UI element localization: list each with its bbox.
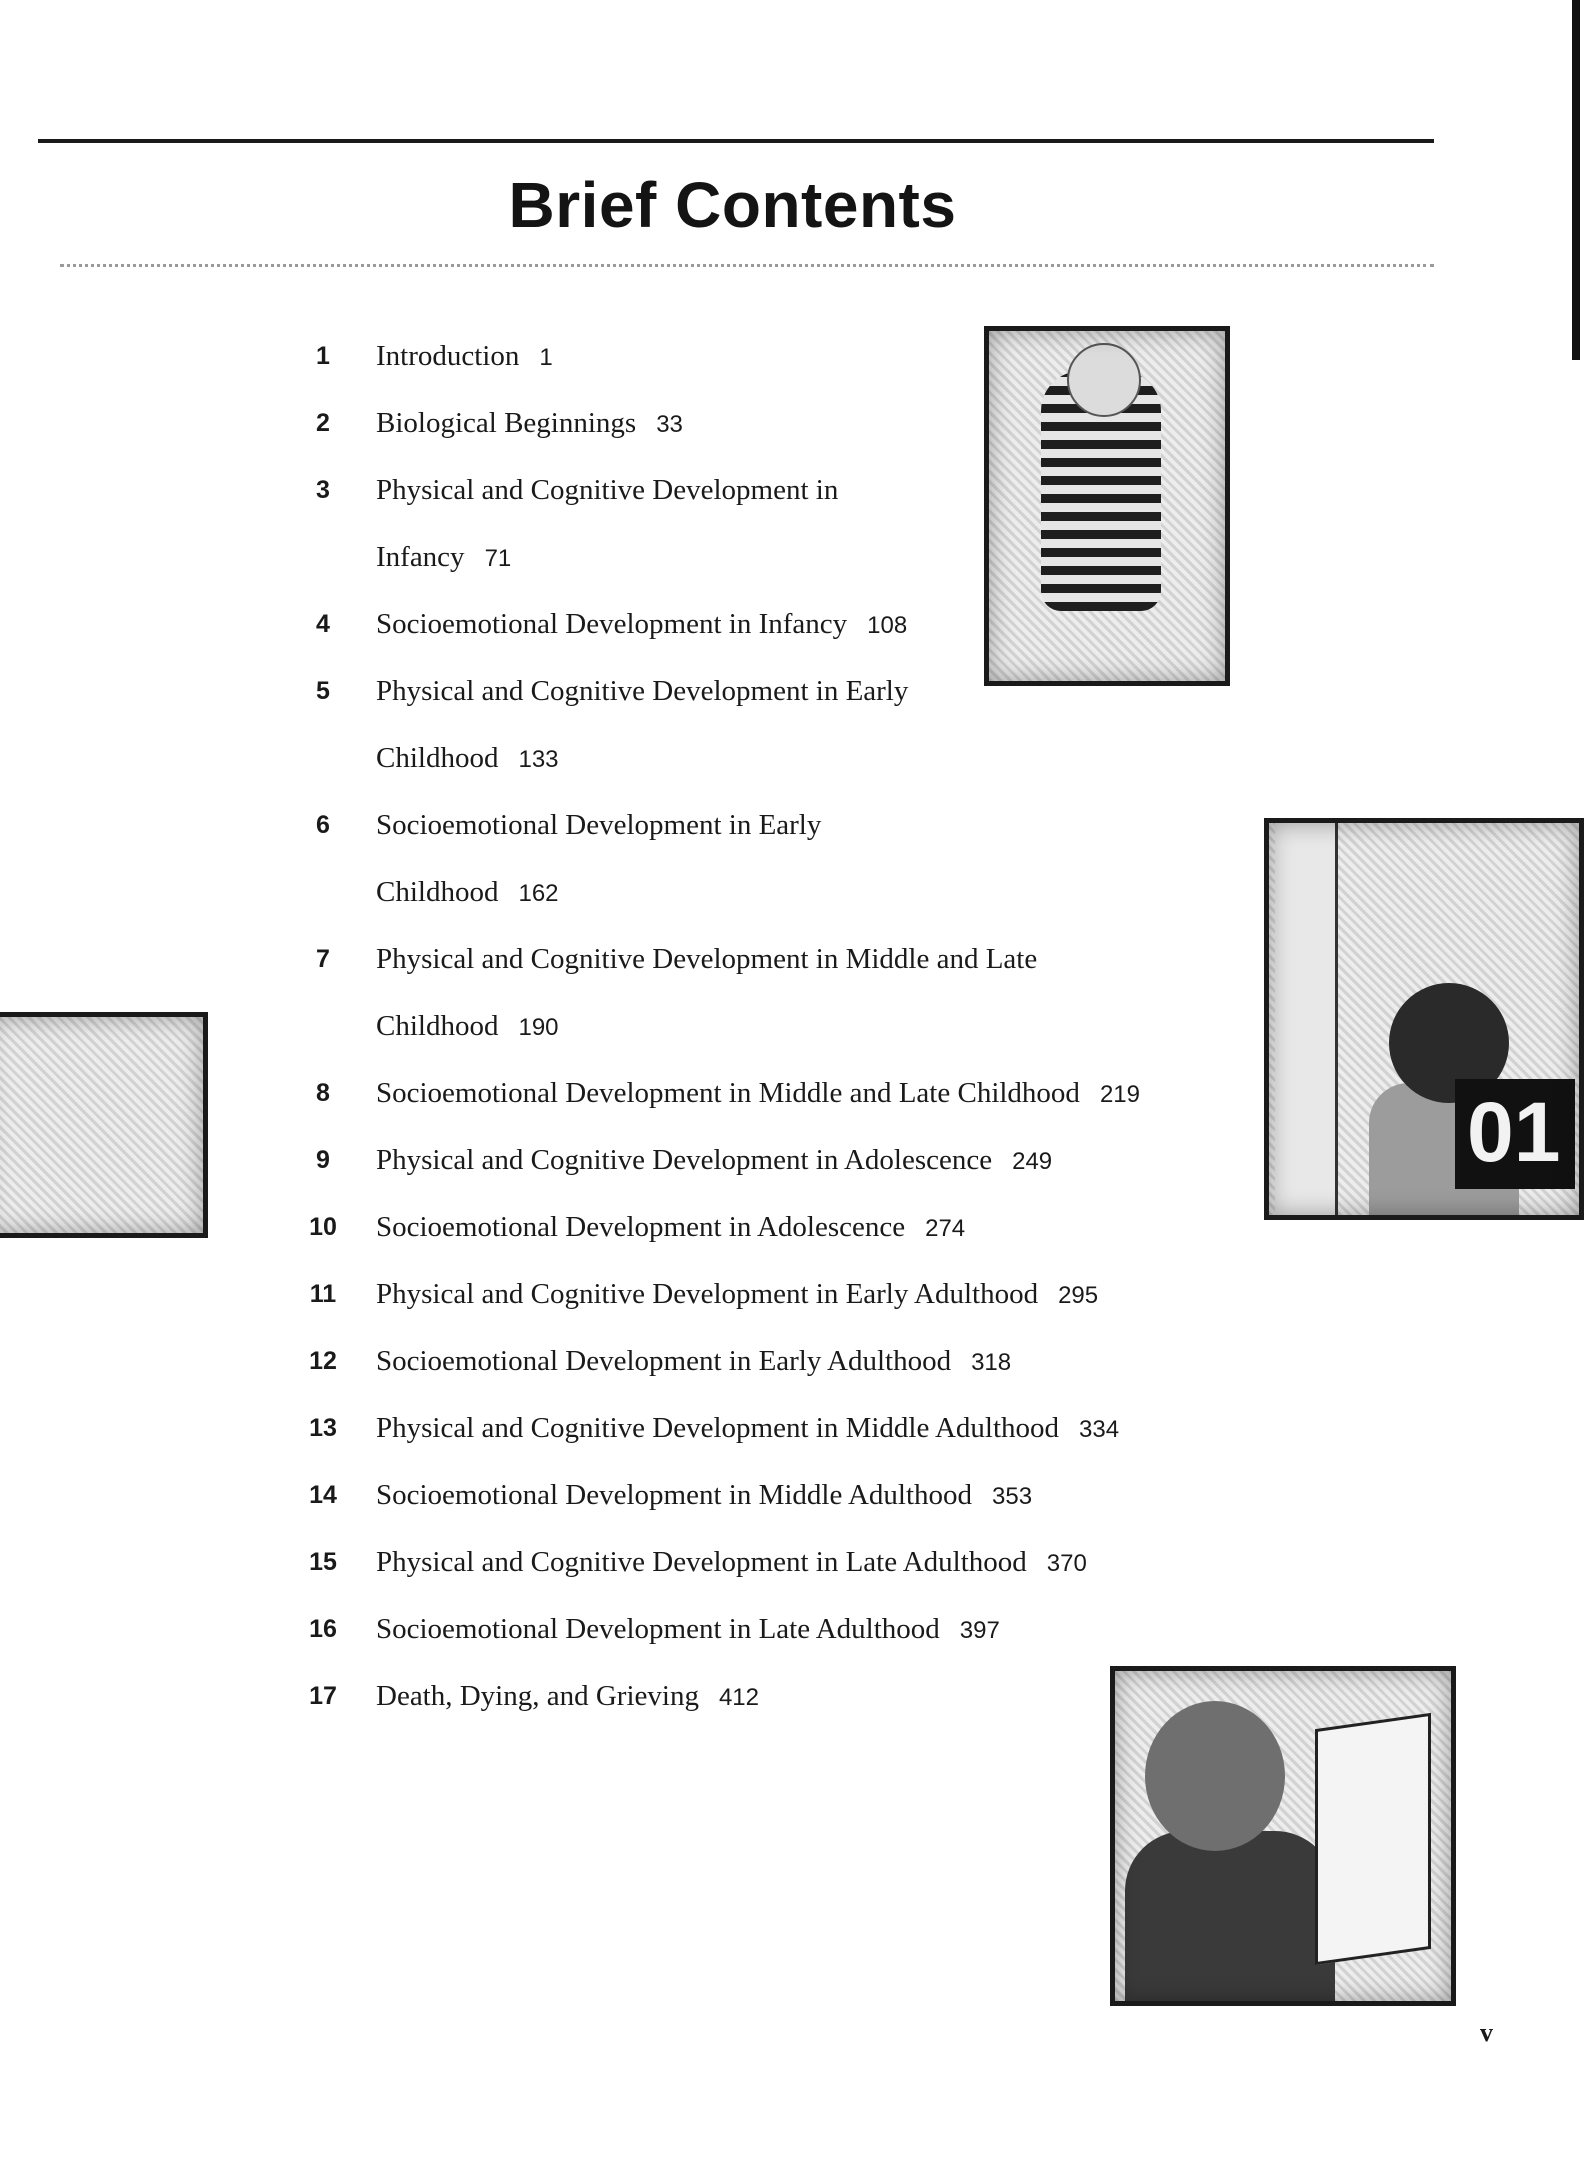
top-rule bbox=[38, 139, 1434, 143]
chapter-page-number: 71 bbox=[484, 545, 512, 572]
photo-baby-standing bbox=[984, 326, 1230, 686]
chapter-page-number: 1 bbox=[539, 344, 553, 371]
chapter-page-number: 295 bbox=[1058, 1282, 1099, 1309]
toc-entry bbox=[300, 1469, 1200, 1536]
chapter-title: Childhood bbox=[376, 876, 499, 908]
chapter-title: Socioemotional Development in Early bbox=[376, 809, 822, 841]
chapter-title-wrap bbox=[376, 330, 553, 384]
photo-figure-baby-head bbox=[1067, 343, 1141, 417]
chapter-title: Childhood bbox=[376, 1010, 499, 1042]
chapter-page-number: 190 bbox=[518, 1014, 559, 1041]
photo-figure-baby-body bbox=[1041, 371, 1161, 611]
chapter-title: Infancy bbox=[376, 541, 465, 573]
chapter-title-wrap bbox=[376, 732, 559, 786]
chapter-title-wrap bbox=[376, 1335, 1011, 1389]
chapter-title: Socioemotional Development in Infancy bbox=[376, 608, 848, 640]
chapter-title: Physical and Cognitive Development in Early bbox=[376, 675, 909, 707]
chapter-page-number: 397 bbox=[959, 1617, 1000, 1644]
chapter-title: Socioemotional Development in Middle Adulthood bbox=[376, 1479, 973, 1511]
chapter-page-number: 133 bbox=[518, 746, 559, 773]
chapter-number: 4 bbox=[316, 610, 330, 638]
chapter-title: Childhood bbox=[376, 742, 499, 774]
chapter-title-wrap bbox=[376, 933, 1037, 985]
chapter-number: 11 bbox=[309, 1280, 337, 1308]
toc-entry bbox=[300, 1268, 1200, 1335]
chapter-title-wrap bbox=[376, 464, 838, 516]
photo-number-sign bbox=[1455, 1079, 1575, 1189]
chapter-title: Physical and Cognitive Development in bbox=[376, 474, 839, 506]
chapter-number: 1 bbox=[316, 342, 330, 370]
toc-entry bbox=[300, 1067, 1200, 1134]
page-title: Brief Contents bbox=[508, 169, 957, 241]
chapter-title-wrap bbox=[376, 1000, 559, 1054]
chapter-title-wrap bbox=[376, 1201, 965, 1255]
chapter-number: 10 bbox=[309, 1213, 337, 1241]
chapter-number: 2 bbox=[316, 409, 330, 437]
chapter-number: 7 bbox=[316, 945, 330, 973]
photo-height-ruler bbox=[1275, 823, 1338, 1215]
chapter-number: 16 bbox=[309, 1615, 337, 1643]
chapter-title-wrap bbox=[376, 1670, 759, 1724]
chapter-title-wrap bbox=[376, 1268, 1098, 1322]
chapter-title: Socioemotional Development in Adolescence bbox=[376, 1211, 906, 1243]
page-folio: v bbox=[1480, 2018, 1493, 2047]
chapter-title: Physical and Cognitive Development in Early Adulthood bbox=[376, 1278, 1039, 1310]
chapter-title-wrap bbox=[376, 799, 821, 851]
chapter-title-wrap bbox=[376, 1536, 1087, 1590]
toc-entry bbox=[300, 1201, 1200, 1268]
title-divider bbox=[60, 264, 1434, 267]
photo-easel bbox=[1315, 1713, 1431, 1965]
chapter-title-wrap bbox=[376, 1134, 1052, 1188]
chapter-title: Introduction bbox=[376, 340, 520, 372]
chapter-title: Physical and Cognitive Development in Middle Adulthood bbox=[376, 1412, 1060, 1444]
chapter-title: Physical and Cognitive Development in Late Adulthood bbox=[376, 1546, 1027, 1578]
chapter-number: 12 bbox=[309, 1347, 337, 1375]
toc-entry-continuation bbox=[300, 732, 1200, 799]
chapter-page-number: 219 bbox=[1099, 1081, 1140, 1108]
chapter-title: Biological Beginnings bbox=[376, 407, 637, 439]
chapter-title-wrap bbox=[376, 1402, 1119, 1456]
chapter-page-number: 33 bbox=[656, 411, 683, 438]
chapter-title: Physical and Cognitive Development in Adolescence bbox=[376, 1144, 993, 1176]
chapter-page-number: 249 bbox=[1012, 1148, 1053, 1175]
toc-entry-continuation bbox=[300, 866, 1200, 933]
photo-figure-elder-head bbox=[1145, 1701, 1285, 1851]
chapter-title-wrap bbox=[376, 531, 511, 585]
chapter-title-wrap bbox=[376, 1067, 1140, 1121]
chapter-number: 13 bbox=[309, 1414, 337, 1442]
chapter-page-number: 274 bbox=[925, 1215, 966, 1242]
chapter-number: 5 bbox=[316, 677, 330, 705]
toc-entry bbox=[300, 1402, 1200, 1469]
chapter-title-wrap bbox=[376, 397, 683, 451]
photo-figure-child-head bbox=[1389, 983, 1509, 1103]
toc-entry bbox=[300, 1603, 1200, 1670]
chapter-title: Death, Dying, and Grieving bbox=[376, 1680, 699, 1712]
chapter-number: 17 bbox=[309, 1682, 337, 1710]
photo-older-adult-painting bbox=[1110, 1666, 1456, 2006]
chapter-number: 3 bbox=[316, 476, 330, 504]
photo-child-height-chart bbox=[1264, 818, 1584, 1220]
chapter-title-wrap bbox=[376, 1469, 1032, 1523]
chapter-title-wrap bbox=[376, 1603, 1000, 1657]
photo-figure-elder-body bbox=[1125, 1831, 1335, 2006]
toc-entry bbox=[300, 1134, 1200, 1201]
chapter-title: Socioemotional Development in Late Adulthood bbox=[376, 1613, 940, 1645]
chapter-number: 15 bbox=[309, 1548, 337, 1576]
chapter-title: Socioemotional Development in Early Adulthood bbox=[376, 1345, 952, 1377]
chapter-page-number: 108 bbox=[867, 612, 908, 639]
chapter-title-wrap bbox=[376, 665, 908, 717]
chapter-number: 14 bbox=[309, 1481, 337, 1509]
photo-figure-child-body bbox=[1369, 1083, 1519, 1220]
chapter-title: Socioemotional Development in Middle and Late Childhood bbox=[376, 1077, 1080, 1109]
photo-cropped-left bbox=[0, 1012, 208, 1238]
photo-number-text: 01 bbox=[1467, 1085, 1561, 1179]
toc-entry-continuation bbox=[300, 1000, 1200, 1067]
toc-entry bbox=[300, 1335, 1200, 1402]
chapter-number: 9 bbox=[316, 1146, 330, 1174]
chapter-page-number: 318 bbox=[971, 1349, 1012, 1376]
chapter-page-number: 353 bbox=[992, 1483, 1033, 1510]
chapter-title-wrap bbox=[376, 598, 907, 652]
toc-entry bbox=[300, 933, 1200, 1000]
chapter-number: 6 bbox=[316, 811, 330, 839]
chapter-page-number: 370 bbox=[1046, 1550, 1087, 1577]
toc-entry bbox=[300, 1536, 1200, 1603]
chapter-page-number: 162 bbox=[518, 880, 559, 907]
chapter-title-wrap bbox=[376, 866, 559, 920]
chapter-number: 8 bbox=[316, 1079, 330, 1107]
chapter-page-number: 334 bbox=[1079, 1416, 1120, 1443]
toc-entry bbox=[300, 1670, 1200, 1737]
chapter-title: Physical and Cognitive Development in Middle and Late bbox=[376, 943, 1038, 975]
chapter-page-number: 412 bbox=[718, 1684, 759, 1711]
toc-entry bbox=[300, 799, 1200, 866]
scan-edge-mark bbox=[1572, 0, 1580, 360]
